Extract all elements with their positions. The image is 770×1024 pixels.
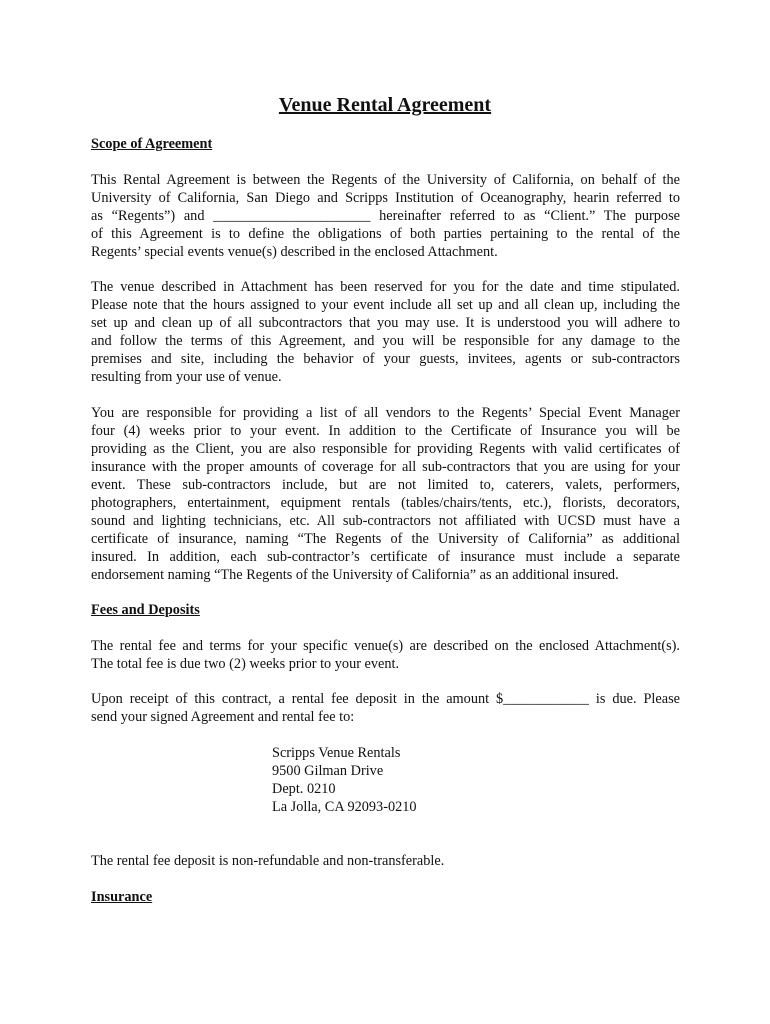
section-heading-scope: Scope of Agreement — [91, 136, 213, 152]
paragraph-line: sound and lighting technicians, etc. All sub-contractors not affiliated with UCSD must have a — [91, 513, 680, 529]
paragraph-line: The total fee is due two (2) weeks prior to your event. — [91, 656, 400, 672]
paragraph-line: Please note that the hours assigned to your event include all set up and all clean up, including the — [91, 297, 680, 313]
address-line: La Jolla, CA 92093-0210 — [272, 799, 417, 815]
paragraph-line: four (4) weeks prior to your event. In addition to the Certificate of Insurance you will be — [91, 423, 680, 439]
paragraph-line: resulting from your use of venue. — [91, 369, 282, 385]
paragraph-line: University of California, San Diego and Scripps Institution of Oceanography, hearin referred to — [91, 190, 680, 206]
paragraph-line: insurance with the proper amounts of coverage for all sub-contractors that you are using for your — [91, 459, 680, 475]
paragraph-line: providing as the Client, you are also responsible for providing Regents with valid certificates of — [91, 441, 680, 457]
paragraph-line: You are responsible for providing a list of all vendors to the Regents’ Special Event Manager — [91, 405, 680, 421]
paragraph-line: as “Regents”) and ______________________ hereinafter referred to as “Client.” The purpose — [91, 208, 680, 224]
section-heading-fees: Fees and Deposits — [91, 602, 200, 618]
document-title: Venue Rental Agreement — [278, 94, 492, 116]
address-line: 9500 Gilman Drive — [272, 763, 384, 779]
paragraph-line: endorsement naming “The Regents of the University of California” as an additional insured. — [91, 567, 619, 583]
paragraph-line: photographers, entertainment, equipment rentals (tables/chairs/tents, etc.), florists, decorators, — [91, 495, 680, 511]
paragraph-line: The venue described in Attachment has been reserved for you for the date and time stipulated. — [91, 279, 680, 295]
paragraph-line: and follow the terms of this Agreement, and you will be responsible for any damage to the — [91, 333, 680, 349]
paragraph-line: This Rental Agreement is between the Regents of the University of California, on behalf of the — [91, 172, 680, 188]
paragraph-line: event. These sub-contractors include, but are not limited to, caterers, valets, performers, — [91, 477, 680, 493]
section-heading-insurance: Insurance — [91, 889, 153, 905]
paragraph-line: Upon receipt of this contract, a rental fee deposit in the amount $____________ is due. Please — [91, 691, 680, 707]
address-line: Scripps Venue Rentals — [272, 745, 401, 761]
paragraph-line: certificate of insurance, naming “The Regents of the University of California” as additional — [91, 531, 680, 547]
paragraph-line: The rental fee deposit is non-refundable and non-transferable. — [91, 853, 445, 869]
paragraph-line: premises and site, including the behavior of your guests, invitees, agents or sub-contractors — [91, 351, 680, 367]
paragraph-line: of this Agreement is to define the obligations of both parties pertaining to the rental of the — [91, 226, 680, 242]
paragraph-line: insured. In addition, each sub-contractor’s certificate of insurance must include a separate — [91, 549, 680, 565]
paragraph-line: set up and clean up of all subcontractors that you may use. It is understood you will adhere to — [91, 315, 680, 331]
address-line: Dept. 0210 — [272, 781, 336, 797]
paragraph-line: send your signed Agreement and rental fee to: — [91, 709, 355, 725]
paragraph-line: Regents’ special events venue(s) described in the enclosed Attachment. — [91, 244, 498, 260]
paragraph-line: The rental fee and terms for your specific venue(s) are described on the enclosed Attachment(s). — [91, 638, 680, 654]
